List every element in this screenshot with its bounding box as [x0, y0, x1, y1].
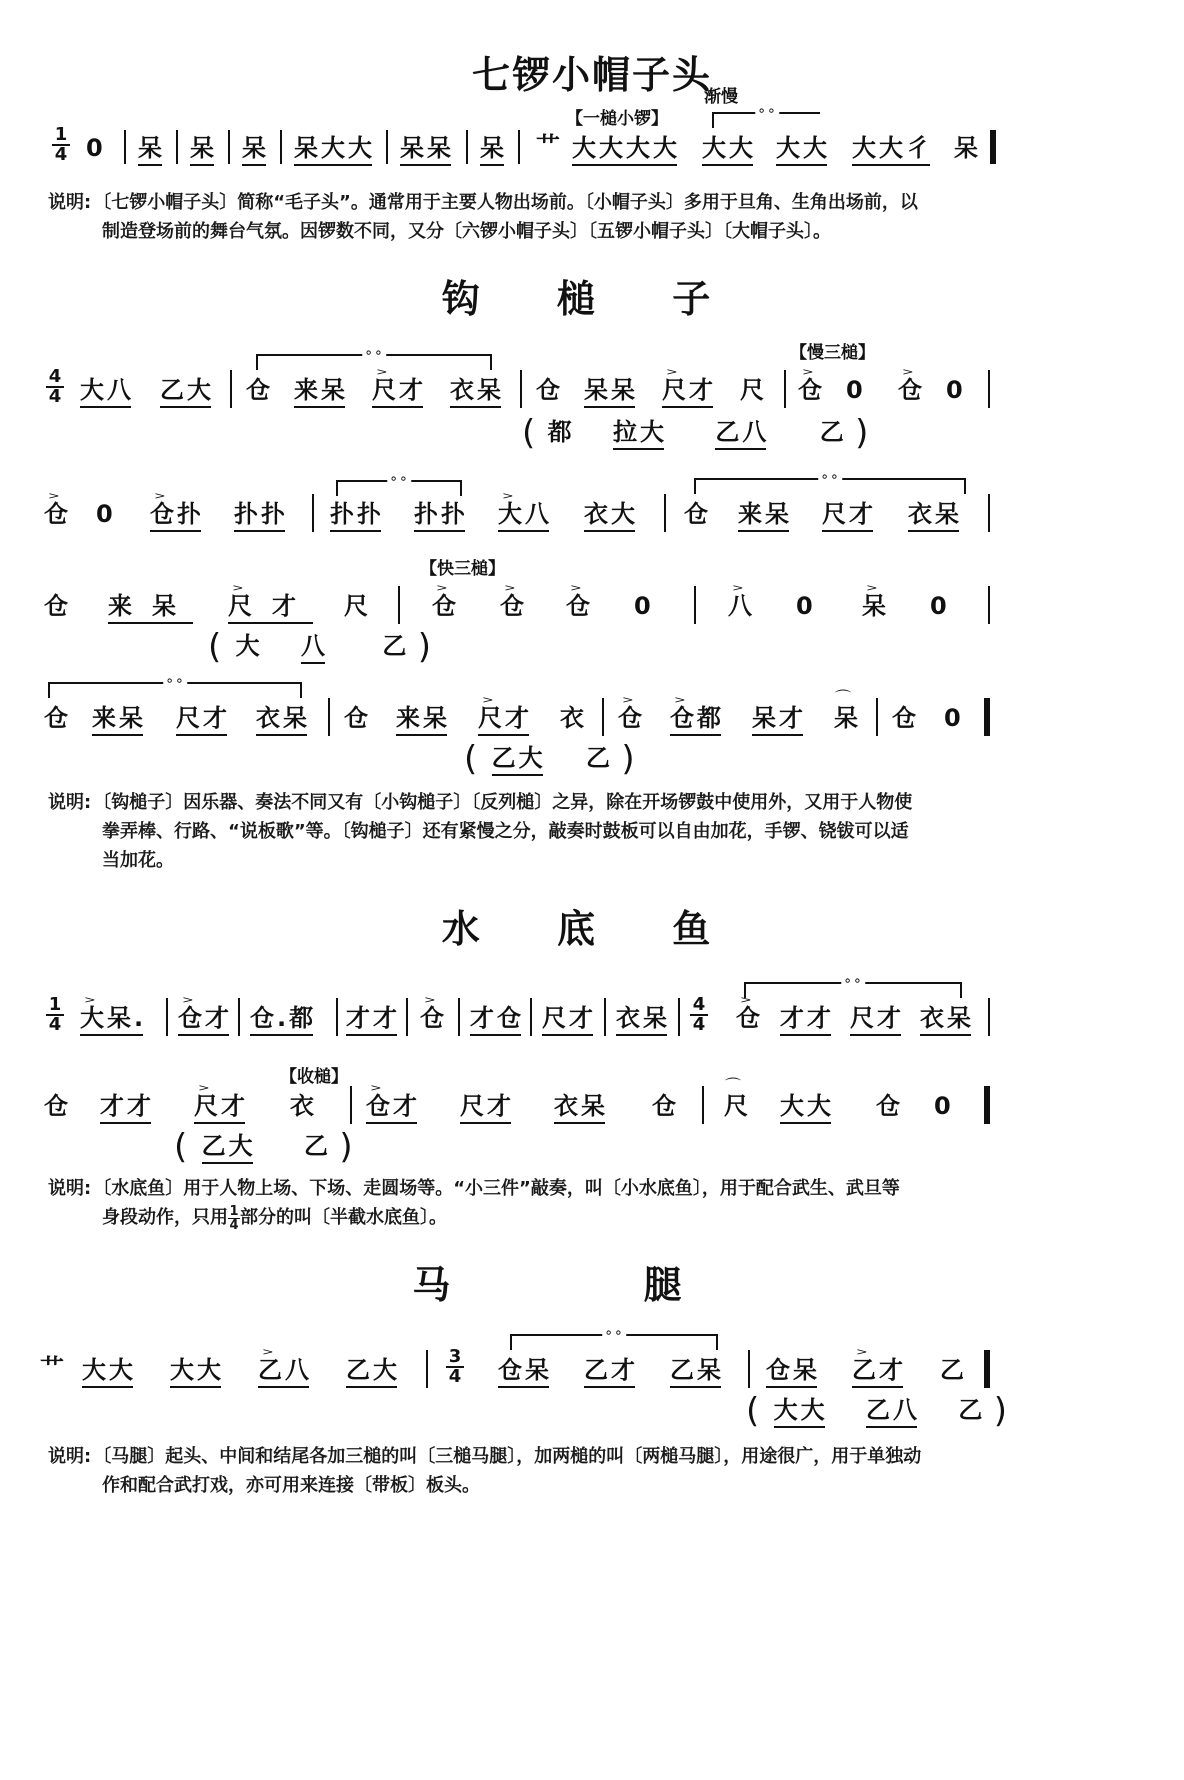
- barline: [988, 494, 990, 532]
- fraction: $\frac{1}{4}$: [229, 1203, 239, 1233]
- barline: [124, 130, 126, 164]
- note: > 仓: [798, 376, 825, 404]
- note: > 尺才: [662, 376, 716, 404]
- note: 才才: [100, 1092, 154, 1120]
- note: 乙大: [160, 376, 214, 404]
- note: > 仓: [432, 592, 459, 620]
- note: 衣: [290, 1092, 317, 1120]
- title-gouchuizi: 钩 槌 子: [441, 276, 743, 321]
- note-fermata: ⌒ 尺: [724, 1092, 751, 1120]
- note: 尺才: [822, 500, 876, 528]
- section-label: 【收槌】: [280, 1067, 348, 1087]
- note: 大大彳: [852, 134, 933, 162]
- note: 0: [96, 500, 116, 528]
- note: 大大: [170, 1356, 224, 1384]
- note: 尺才: [542, 1004, 596, 1032]
- note: 来呆: [738, 500, 792, 528]
- barline: [678, 998, 680, 1036]
- note: 0: [934, 1092, 954, 1120]
- note: > 仓: [44, 500, 71, 528]
- explanation-p1: 说明: 〔七锣小帽子头〕简称“毛子头”。通常用于主要人物出场前。〔小帽子头〕多用于旦角、生角出场前，以 制造登场前的舞台气氛。因锣数不同，又分〔六锣小帽子头〕〔五锣小帽子头〕〔大帽子头〕。: [48, 192, 918, 242]
- note: 衣呆: [256, 704, 310, 732]
- final-barline: [984, 1350, 990, 1388]
- note: 尺才: [460, 1092, 514, 1120]
- note: 0: [634, 592, 654, 620]
- note: 仓: [344, 704, 371, 732]
- barline: [988, 370, 990, 408]
- time-signature: $\frac{4}{4}$: [46, 368, 64, 406]
- score-line-p1-l1: [0, 87, 1184, 188]
- barline: [876, 698, 878, 736]
- note: > 仓: [566, 592, 593, 620]
- score-line-p2-l3: [0, 559, 1184, 667]
- note: 仓: [44, 1092, 71, 1120]
- barline: [520, 370, 522, 408]
- note: > 仓: [500, 592, 527, 620]
- barline: [518, 130, 520, 164]
- barline: [176, 130, 178, 164]
- note: > 仓: [736, 1004, 763, 1032]
- note: > 大呆.: [80, 1004, 146, 1032]
- note: 才才: [346, 1004, 400, 1032]
- explanation-p4: 说明: 〔马腿〕起头、中间和结尾各加三槌的叫〔三槌马腿〕，加两槌的叫〔两槌马腿〕，用途很广，用于单独动 作和配合武打戏，亦可用来连接〔带板〕板头。: [48, 1446, 922, 1496]
- note: 0: [930, 592, 950, 620]
- note: > 八: [728, 592, 755, 620]
- note: > 仓扑: [150, 500, 204, 528]
- note: 来呆: [108, 592, 196, 620]
- note: 大大: [780, 1092, 834, 1120]
- note: 呆大大: [294, 134, 375, 162]
- slur-bracket: ∘∘: [48, 682, 302, 698]
- score-line-p3-l2: [0, 1067, 1184, 1167]
- barline: [336, 998, 338, 1036]
- title-matui: 马 腿: [412, 1262, 772, 1307]
- final-barline: [990, 130, 996, 164]
- note: 呆: [954, 134, 981, 162]
- note: > 仓: [898, 376, 925, 404]
- barline: [230, 370, 232, 408]
- barline: [398, 586, 400, 624]
- barline: [664, 494, 666, 532]
- note: 0: [796, 592, 816, 620]
- slur-bracket: ∘∘: [744, 982, 962, 998]
- barline: [280, 130, 282, 164]
- note: 大八: [80, 376, 134, 404]
- note: 仓呆: [766, 1356, 820, 1384]
- barline: [784, 370, 786, 408]
- note: 仓: [684, 500, 711, 528]
- barline: [530, 998, 532, 1036]
- note: > 呆: [862, 592, 889, 620]
- note: > 尺才: [372, 376, 426, 404]
- section-label: 【一槌小锣】: [566, 109, 668, 129]
- note: 呆: [138, 134, 165, 162]
- note: 呆呆: [584, 376, 638, 404]
- note: 0: [946, 376, 966, 404]
- note: 扑扑: [330, 500, 384, 528]
- slur-bracket: ∘∘: [510, 1334, 718, 1350]
- note: 仓: [536, 376, 563, 404]
- score-line-p4-l1: [0, 1325, 1184, 1431]
- slur-bracket: ∘∘: [694, 478, 966, 494]
- barline: [166, 998, 168, 1036]
- note: 大大: [82, 1356, 136, 1384]
- note: > 仓: [618, 704, 645, 732]
- note: 才仓: [470, 1004, 524, 1032]
- note: 衣: [560, 704, 587, 732]
- score-line-p2-l2: [0, 469, 1184, 556]
- barline: [466, 130, 468, 164]
- note: 呆才: [752, 704, 806, 732]
- section-label: 【慢三槌】: [790, 343, 875, 363]
- barline: [350, 1086, 352, 1124]
- barline: [426, 1350, 428, 1388]
- note: 衣呆: [616, 1004, 670, 1032]
- tempo-label: 渐慢: [704, 87, 738, 107]
- note: 呆: [190, 134, 217, 162]
- note: 仓.都: [250, 1004, 317, 1032]
- note: 仓: [892, 704, 919, 732]
- barline: [228, 130, 230, 164]
- barline: [238, 998, 240, 1036]
- note: 呆呆: [400, 134, 454, 162]
- explanation-p3: 说明: 〔水底鱼〕用于人物上场、下场、走圆场等。“小三件”敲奏，叫〔小水底鱼〕，用于配合武生、武旦等 身段动作，只用 $\frac{1}{4}$ 部分的叫〔半截水底鱼〕。: [48, 1178, 900, 1233]
- slur-bracket: ∘∘: [712, 112, 820, 128]
- note: > 尺才: [228, 592, 316, 620]
- barline: [604, 998, 606, 1036]
- note: > 乙才: [852, 1356, 906, 1384]
- barline: [748, 1350, 750, 1388]
- alternate-notes: ( 乙大 乙 ): [464, 739, 635, 779]
- slur-bracket: ∘∘: [256, 354, 492, 370]
- free-meter-sign: 艹: [536, 132, 563, 160]
- note: > 仓才: [178, 1004, 232, 1032]
- alternate-notes: ( 乙大 乙 ): [174, 1127, 353, 1167]
- note: > 仓都: [670, 704, 724, 732]
- barline: [988, 586, 990, 624]
- note: 大大: [776, 134, 830, 162]
- note: 衣呆: [554, 1092, 608, 1120]
- note: 衣呆: [920, 1004, 974, 1032]
- time-signature: $\frac{3}{4}$: [446, 1348, 464, 1386]
- note: 仓: [44, 592, 71, 620]
- note: 乙才: [584, 1356, 638, 1384]
- note: 仓: [44, 704, 71, 732]
- note: 尺: [344, 592, 371, 620]
- note: 大大大大: [572, 134, 680, 162]
- note: > 尺才: [194, 1092, 248, 1120]
- alternate-notes: ( 大大 乙八 乙 ): [746, 1391, 1007, 1431]
- score-line-p3-l1: [0, 973, 1184, 1060]
- time-signature: $\frac{4}{4}$: [690, 996, 708, 1034]
- note: 仓: [876, 1092, 903, 1120]
- score-line-p2-l4: [0, 673, 1184, 779]
- note: > 尺才: [478, 704, 532, 732]
- note: 大大: [702, 134, 756, 162]
- explanation-p2: 说明: 〔钩槌子〕因乐器、奏法不同又有〔小钩槌子〕〔反列槌〕之异，除在开场锣鼓中使用外，又用于人物使 拳弄棒、行路、“说板歌”等。〔钩槌子〕还有紧慢之分，敲奏时鼓板可以自由加花，手锣、铙钹可以适 当加花。: [48, 792, 913, 871]
- barline: [386, 130, 388, 164]
- note: 乙: [940, 1356, 967, 1384]
- note: 衣呆: [450, 376, 504, 404]
- time-signature: $\frac{1}{4}$: [46, 996, 64, 1034]
- note: 仓: [246, 376, 273, 404]
- note: 乙呆: [670, 1356, 724, 1384]
- note: 0: [846, 376, 866, 404]
- alternate-notes: ( 都 拉大 乙八 乙 ): [522, 413, 869, 453]
- note: 来呆: [294, 376, 348, 404]
- note: 扑扑: [414, 500, 468, 528]
- note: > 仓: [420, 1004, 447, 1032]
- note: 来呆: [92, 704, 146, 732]
- time-signature: $\frac{1}{4}$: [52, 126, 70, 164]
- barline: [702, 1086, 704, 1124]
- note: 扑扑: [234, 500, 288, 528]
- barline: [406, 998, 408, 1036]
- barline: [458, 998, 460, 1036]
- title-shuidiyu: 水 底 鱼: [441, 906, 743, 951]
- barline: [312, 494, 314, 532]
- note: 尺才: [176, 704, 230, 732]
- final-barline: [984, 1086, 990, 1124]
- note: 0: [944, 704, 964, 732]
- slur-bracket: ∘∘: [336, 480, 462, 496]
- score-line-p2-l1: [0, 343, 1184, 453]
- note: 0: [86, 134, 106, 162]
- note: 尺: [740, 376, 767, 404]
- note: > 乙八: [258, 1356, 312, 1384]
- note: 尺才: [850, 1004, 904, 1032]
- note: 衣大: [584, 500, 638, 528]
- section-label: 【快三槌】: [420, 559, 505, 579]
- note: 才才: [780, 1004, 834, 1032]
- alternate-notes: ( 大 八 乙 ): [208, 627, 431, 667]
- note-fermata: ⌒ 呆: [834, 704, 861, 732]
- note: 仓呆: [498, 1356, 552, 1384]
- free-meter-sign: 艹: [40, 1354, 67, 1382]
- note: 呆: [242, 134, 269, 162]
- note: 呆: [480, 134, 507, 162]
- final-barline: [984, 698, 990, 736]
- note: > 仓才: [366, 1092, 420, 1120]
- barline: [328, 698, 330, 736]
- barline: [988, 998, 990, 1036]
- note: 来呆: [396, 704, 450, 732]
- note: 乙大: [346, 1356, 400, 1384]
- barline: [694, 586, 696, 624]
- note: 衣呆: [908, 500, 962, 528]
- note: 仓: [652, 1092, 679, 1120]
- title-qiluo: 七锣小帽子头: [471, 52, 712, 97]
- barline: [602, 698, 604, 736]
- note: > 大八: [498, 500, 552, 528]
